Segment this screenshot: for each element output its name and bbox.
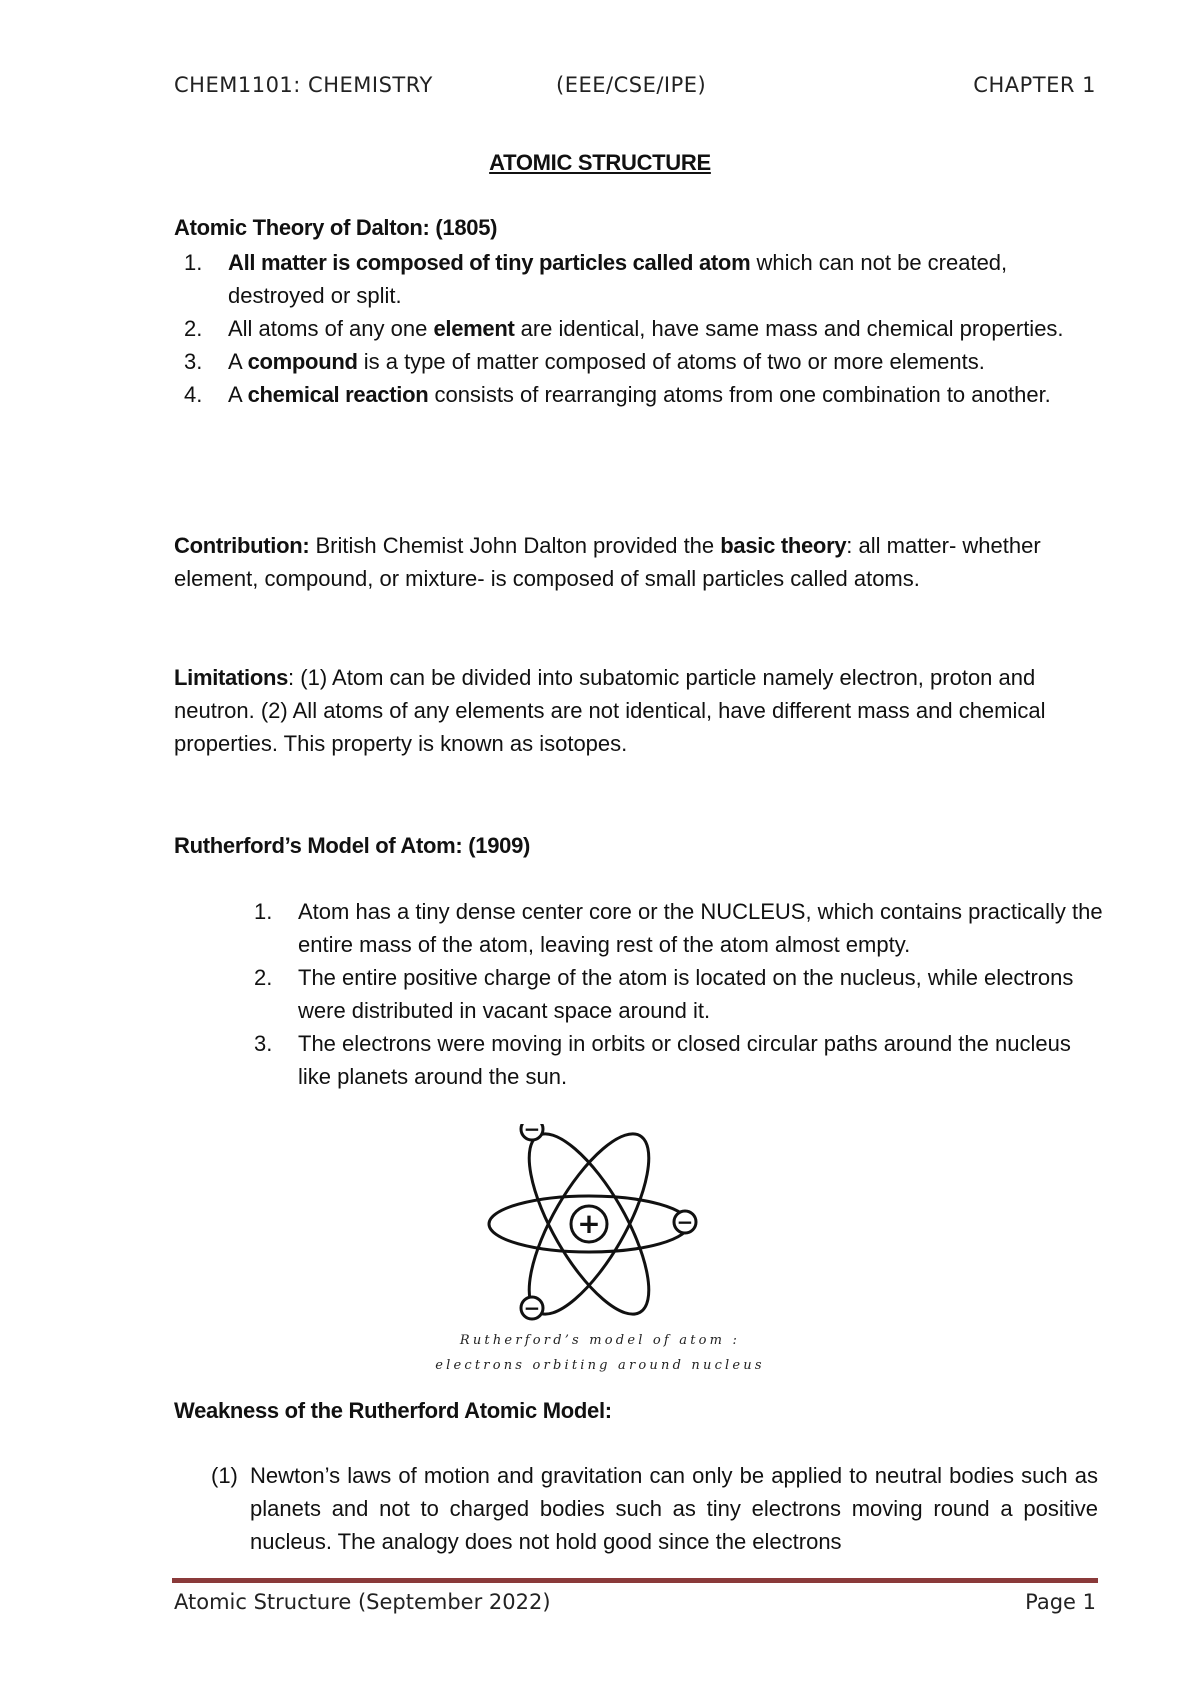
list-bold-text: chemical reaction	[247, 382, 429, 407]
list-item	[184, 378, 1108, 411]
list-bold-text: All matter is composed of tiny particles called atom	[228, 250, 751, 275]
header-departments: (EEE/CSE/IPE)	[556, 73, 707, 97]
list-text: are identical, have same mass and chemical properties.	[514, 316, 1064, 341]
list-number: 4.	[184, 382, 203, 407]
list-text: The electrons were moving in orbits or closed circular paths around the nucleus like planets around the sun.	[298, 1031, 1071, 1089]
limitations-label: Limitations	[174, 665, 289, 690]
electron	[674, 1210, 696, 1234]
header-chapter: CHAPTER 1	[973, 73, 1096, 97]
electron-minus-sign: −	[523, 1124, 541, 1141]
electron	[521, 1296, 543, 1320]
diagram-caption-line2: electrons orbiting around nucleus	[435, 1358, 765, 1373]
electron-minus-sign: −	[676, 1210, 694, 1234]
list-item	[184, 246, 1108, 312]
list-item	[254, 961, 1108, 1027]
page-title: ATOMIC STRUCTURE	[489, 150, 711, 175]
contribution-label: Contribution:	[174, 533, 310, 558]
nucleus	[571, 1206, 607, 1242]
list-item	[211, 1459, 1098, 1558]
list-text: Atom has a tiny dense center core or the NUCLEUS, which contains practically the entire mass of the atom, leaving rest of the atom almost empty.	[298, 899, 1103, 957]
footer-rule	[172, 1578, 1098, 1583]
list-number: 3.	[184, 349, 203, 374]
list-item	[254, 1027, 1108, 1093]
footer-title: Atomic Structure (September 2022)	[174, 1590, 551, 1614]
list-text: Newton’s laws of motion and gravitation can only be applied to neutral bodies such as planets and not to charged bodies such as tiny electrons moving round a positive nucleus. The analogy does not hold good since the electrons	[250, 1463, 1098, 1554]
weakness-list	[211, 1459, 1098, 1558]
list-number: 2.	[184, 316, 203, 341]
contribution-text: British Chemist John Dalton provided the	[309, 533, 721, 558]
atom-model-diagram	[474, 1124, 714, 1324]
list-text: which can not be created, destroyed or split.	[228, 250, 1008, 308]
limitations-paragraph	[174, 661, 1104, 760]
list-item	[184, 345, 1108, 378]
weakness-heading: Weakness of the Rutherford Atomic Model:	[174, 1398, 612, 1423]
header-course: CHEM1101: CHEMISTRY	[174, 73, 433, 97]
rutherford-list	[254, 895, 1108, 1093]
contribution-paragraph	[174, 529, 1104, 595]
list-text: A	[228, 382, 248, 407]
electron-minus-sign: −	[523, 1296, 541, 1320]
list-number: 3.	[254, 1031, 273, 1056]
list-bold-text: compound	[247, 349, 358, 374]
list-text: consists of rearranging atoms from one combination to another.	[428, 382, 1051, 407]
dalton-list	[184, 246, 1108, 411]
list-item	[184, 312, 1108, 345]
nucleus-plus-sign: +	[577, 1207, 601, 1240]
list-text: The entire positive charge of the atom is located on the nucleus, while electrons were distributed in vacant space around it.	[298, 965, 1074, 1023]
diagram-caption-line1: Rutherford’s model of atom :	[459, 1333, 741, 1348]
list-number: 2.	[254, 965, 273, 990]
list-text: is a type of matter composed of atoms of two or more elements.	[357, 349, 985, 374]
list-number: 1.	[254, 899, 273, 924]
contribution-text: : all matter- whether element, compound, or mixture- is composed of small particles called atoms.	[174, 533, 1041, 591]
list-item	[254, 895, 1108, 961]
contribution-bold-text: basic theory	[720, 533, 847, 558]
limitations-text: : (1) Atom can be divided into subatomic particle namely electron, proton and neutron. (2) All atoms of any elements are not identical, have different mass and chemical properties. This property is known as isotopes.	[174, 665, 1046, 756]
list-text: All atoms of any one	[228, 316, 434, 341]
list-number: 1.	[184, 250, 203, 275]
electron	[521, 1124, 543, 1141]
list-text: A	[228, 349, 248, 374]
list-number: (1)	[211, 1463, 238, 1488]
dalton-heading: Atomic Theory of Dalton: (1805)	[174, 215, 498, 240]
page-number: Page 1	[1025, 1590, 1096, 1614]
rutherford-heading: Rutherford’s Model of Atom: (1909)	[174, 833, 531, 858]
list-bold-text: element	[433, 316, 515, 341]
